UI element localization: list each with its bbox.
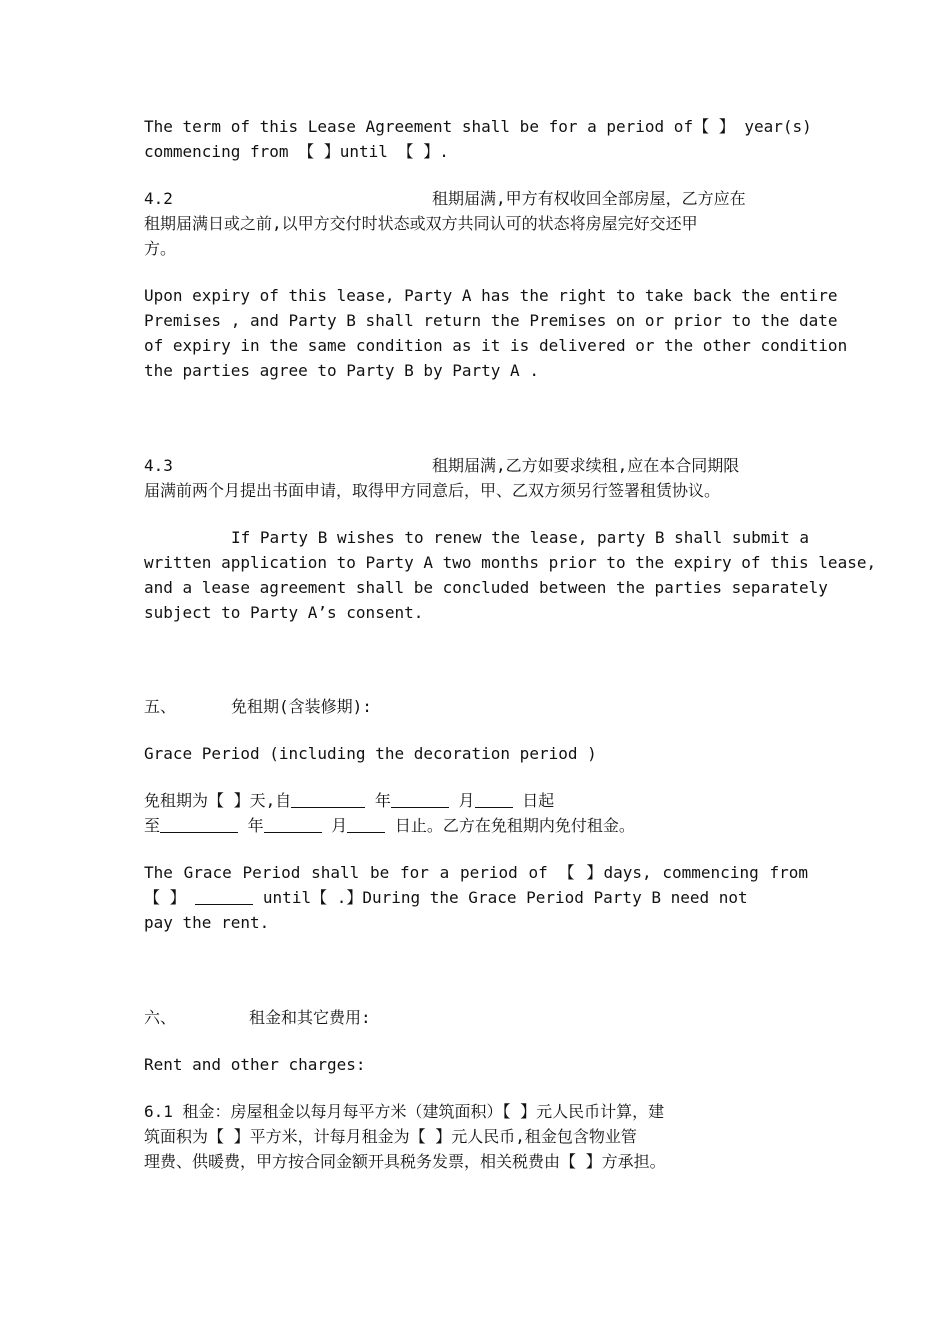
clause-4-2-zh-line-3: 方。 <box>144 239 177 258</box>
clause-4-3-number: 4.3 <box>144 456 173 475</box>
blank-month <box>391 791 449 808</box>
section-6-number: 六、 <box>144 1008 177 1027</box>
clause-4-3-en-line-2: written application to Party A two months prior to the expiry of this lease, <box>144 553 877 572</box>
zh-text: 免租期为【 】天,自 <box>144 791 292 810</box>
section-5-title-en: Grace Period (including the decoration period ) <box>144 744 597 763</box>
blank-day <box>347 816 385 833</box>
zh-text: 日起 <box>512 791 555 810</box>
section-5-zh-line-1 <box>144 788 664 813</box>
section-6-title-zh: 租金和其它费用: <box>249 1008 371 1027</box>
blank-year <box>291 791 365 808</box>
blank-date <box>195 888 253 905</box>
section-5-en-line-2 <box>144 885 808 910</box>
clause-4-1-en-line-2: commencing from 【 】until 【 】. <box>144 142 449 161</box>
clause-4-3-en-line-1: If Party B wishes to renew the lease, party B shall submit a <box>231 528 809 547</box>
zh-text: 月 <box>321 816 348 835</box>
section-5-zh-line-2 <box>144 813 808 838</box>
clause-4-3-zh-line-1: 租期届满,乙方如要求续租,应在本合同期限 <box>432 456 740 475</box>
clause-6-1-zh-line-1: 6.1 租金：房屋租金以每月每平方米（建筑面积）【 】元人民币计算，建 <box>144 1102 665 1121</box>
clause-6-1-zh-line-2: 筑面积为【 】平方米，计每月租金为【 】元人民币,租金包含物业管 <box>144 1127 637 1146</box>
zh-text: 年 <box>365 791 391 810</box>
clause-4-2-en-line-2: Premises , and Party B shall return the Premises on or prior to the date <box>144 311 838 330</box>
zh-text: 至 <box>144 816 161 835</box>
section-5-en-line-3: pay the rent. <box>144 913 270 932</box>
section-5-title-zh: 免租期(含装修期): <box>231 697 372 716</box>
clause-4-2-en-line-1: Upon expiry of this lease, Party A has the right to take back the entire <box>144 286 838 305</box>
zh-text: 日止。乙方在免租期内免付租金。 <box>385 816 635 835</box>
clause-4-2-en-line-4: the parties agree to Party B by Party A . <box>144 361 539 380</box>
clause-4-3-en-line-3: and a lease agreement shall be concluded between the parties separately <box>144 578 828 597</box>
clause-4-3-en-line-4: subject to Party A’s consent. <box>144 603 424 622</box>
zh-text: 年 <box>238 816 264 835</box>
clause-4-1-en-line-1: The term of this Lease Agreement shall be for a period of【 】 year(s) <box>144 117 812 136</box>
section-5-number: 五、 <box>144 697 177 716</box>
section-6-title-en: Rent and other charges: <box>144 1055 366 1074</box>
clause-6-1-zh-line-3: 理费、供暖费，甲方按合同金额开具税务发票，相关税费由【 】方承担。 <box>144 1152 666 1171</box>
clause-4-3-zh-line-2: 届满前两个月提出书面申请，取得甲方同意后，甲、乙双方须另行签署租赁协议。 <box>144 481 721 500</box>
blank-month <box>264 816 322 833</box>
en-text: 【 】 <box>144 888 196 907</box>
zh-text: 月 <box>448 791 475 810</box>
clause-4-2-number: 4.2 <box>144 189 173 208</box>
clause-4-2-en-line-3: of expiry in the same condition as it is delivered or the other condition <box>144 336 848 355</box>
clause-4-2-zh-line-1: 租期届满,甲方有权收回全部房屋，乙方应在 <box>432 189 746 208</box>
section-5-en-line-1: The Grace Period shall be for a period of 【 】days, commencing from <box>144 863 808 882</box>
blank-year <box>160 816 238 833</box>
clause-4-2-zh-line-2: 租期届满日或之前,以甲方交付时状态或双方共同认可的状态将房屋完好交还甲 <box>144 214 698 233</box>
en-text: until【 .】During the Grace Period Party B need not <box>253 888 748 907</box>
blank-day <box>475 791 513 808</box>
